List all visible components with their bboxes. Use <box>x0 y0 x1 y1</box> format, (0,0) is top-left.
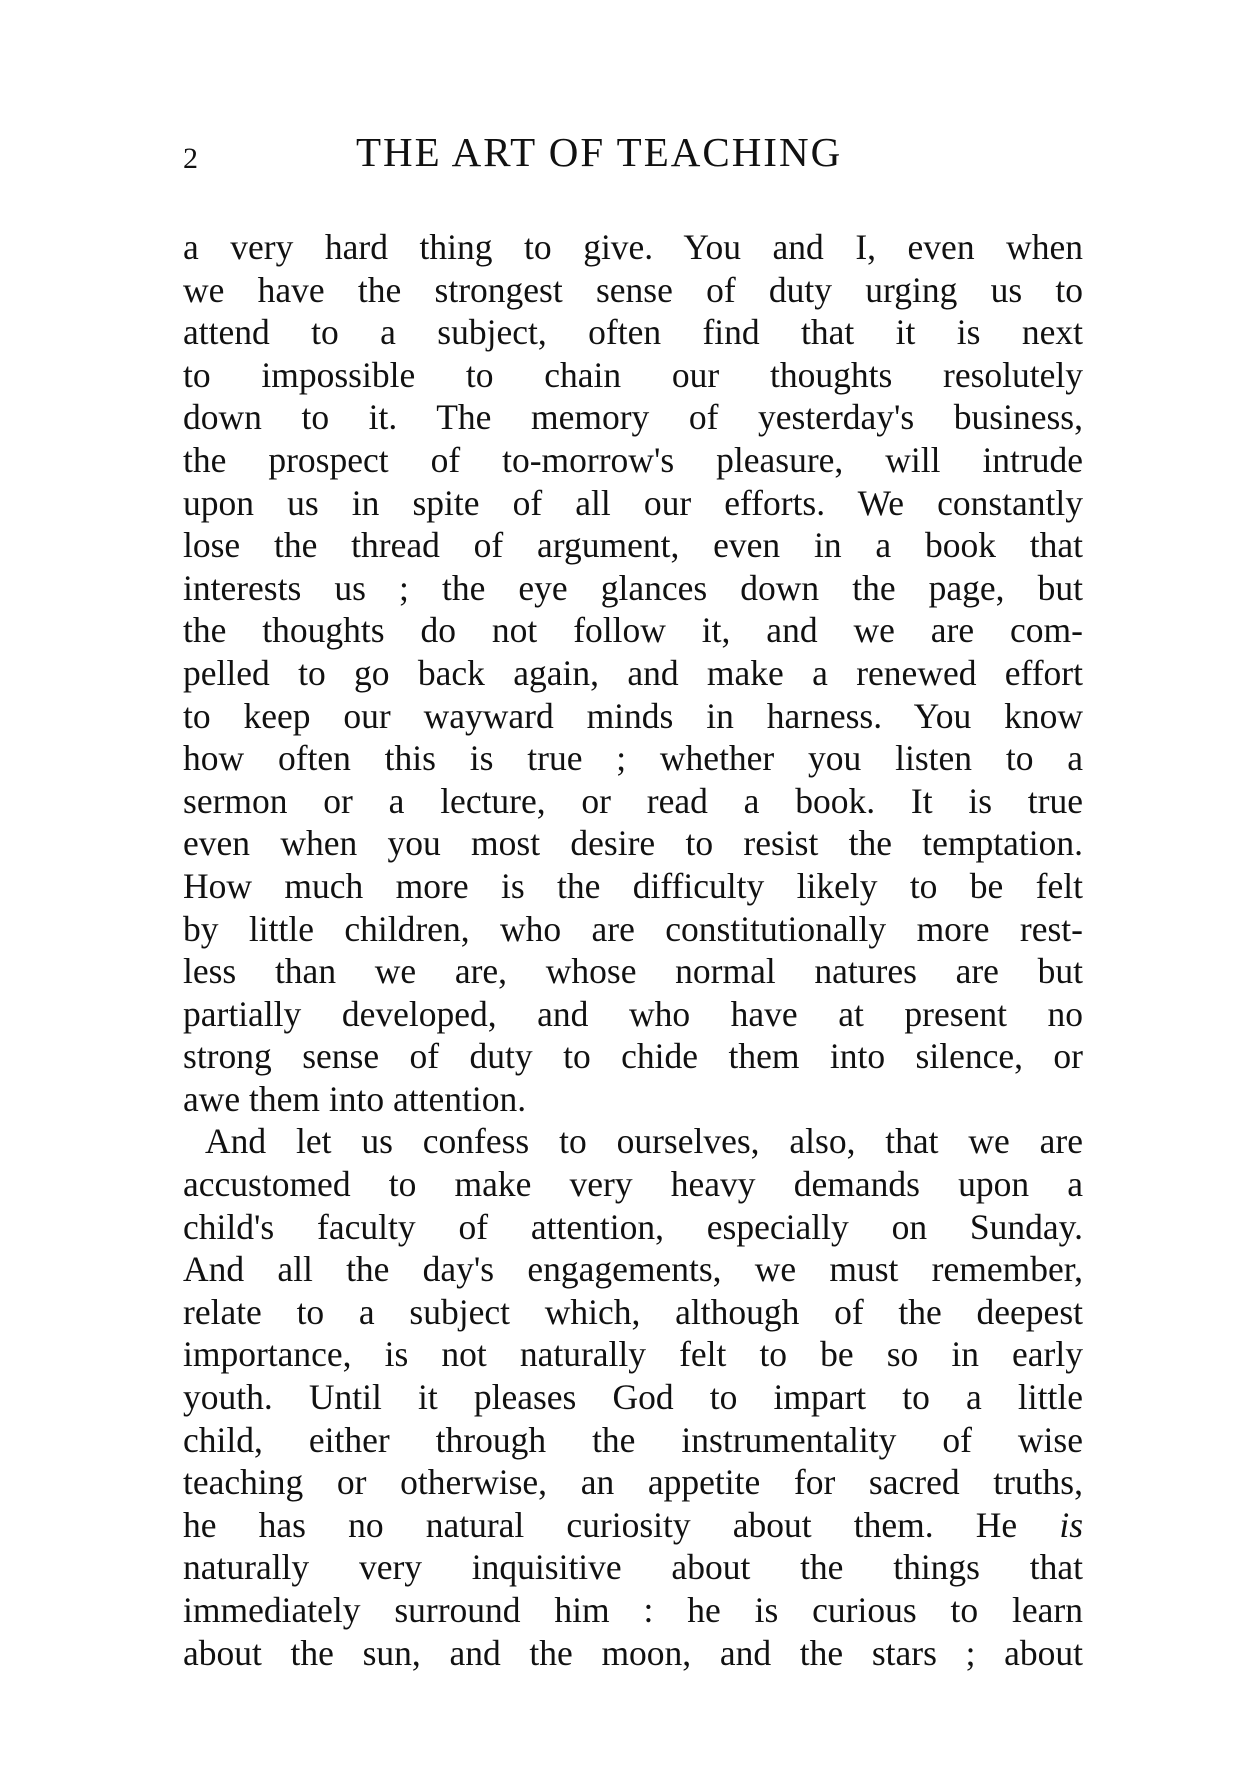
paragraph-1 <box>183 226 1083 1120</box>
text-line: teaching or otherwise, an appetite for sacred truths, <box>183 1462 1083 1503</box>
text-line: the thoughts do not follow it, and we are com- <box>183 610 1083 651</box>
text-line: pelled to go back again, and make a renewed effort <box>183 652 1083 693</box>
text-line: sermon or a lecture, or read a book. It is true <box>183 780 1083 821</box>
text-line: even when you most desire to resist the temptation. <box>183 823 1083 864</box>
text-line: lose the thread of argument, even in a book that <box>183 525 1083 566</box>
text-line: And let us confess to ourselves, also, that we are <box>205 1121 1083 1162</box>
text-line: awe them into attention. <box>183 1078 527 1119</box>
text-line: importance, is not naturally felt to be so in early <box>183 1334 1083 1375</box>
text-line: accustomed to make very heavy demands upon a <box>183 1164 1083 1205</box>
text-line: relate to a subject which, although of the deepest <box>183 1291 1083 1332</box>
text-line: less than we are, whose normal natures are but <box>183 951 1083 992</box>
text-line: how often this is true ; whether you listen to a <box>183 738 1083 779</box>
text-line: to keep our wayward minds in harness. You know <box>183 695 1083 736</box>
text-line: the prospect of to-morrow's pleasure, will intrude <box>183 439 1083 480</box>
text-line: by little children, who are constitutionally more rest- <box>183 908 1083 949</box>
running-header <box>183 128 943 178</box>
text-line: naturally very inquisitive about the things that <box>183 1547 1083 1588</box>
text-line: interests us ; the eye glances down the page, but <box>183 567 1083 608</box>
text-line-main: he has no natural curiosity about them. He <box>183 1504 1018 1545</box>
text-line: to impossible to chain our thoughts resolutely <box>183 354 1083 395</box>
text-line: youth. Until it pleases God to impart to a little <box>183 1377 1083 1418</box>
page-number: 2 <box>183 142 198 175</box>
text-line: we have the strongest sense of duty urging us to <box>183 269 1083 310</box>
text-line <box>183 1504 1083 1547</box>
text-line: attend to a subject, often find that it is next <box>183 312 1083 353</box>
text-line: a very hard thing to give. You and I, even when <box>183 227 1083 267</box>
running-title: THE ART OF TEACHING <box>356 129 843 175</box>
text-line: down to it. The memory of yesterday's business, <box>183 397 1083 438</box>
text-line: How much more is the difficulty likely to be felt <box>183 865 1083 906</box>
text-line: about the sun, and the moon, and the stars ; about <box>183 1632 1083 1673</box>
paragraph-2 <box>183 1120 1083 1674</box>
text-line: immediately surround him : he is curious to learn <box>183 1590 1083 1630</box>
text-line: partially developed, and who have at present no <box>183 993 1083 1034</box>
text-line: child's faculty of attention, especially on Sunday. <box>183 1206 1083 1247</box>
text-line: And all the day's engagements, we must remember, <box>183 1249 1083 1290</box>
text-line: strong sense of duty to chide them into silence, or <box>183 1036 1083 1077</box>
italic-emphasis: is <box>1059 1504 1084 1545</box>
page-body <box>183 226 1083 1674</box>
text-line: child, either through the instrumentality of wise <box>183 1419 1083 1460</box>
text-line: upon us in spite of all our efforts. We constantly <box>183 482 1083 523</box>
